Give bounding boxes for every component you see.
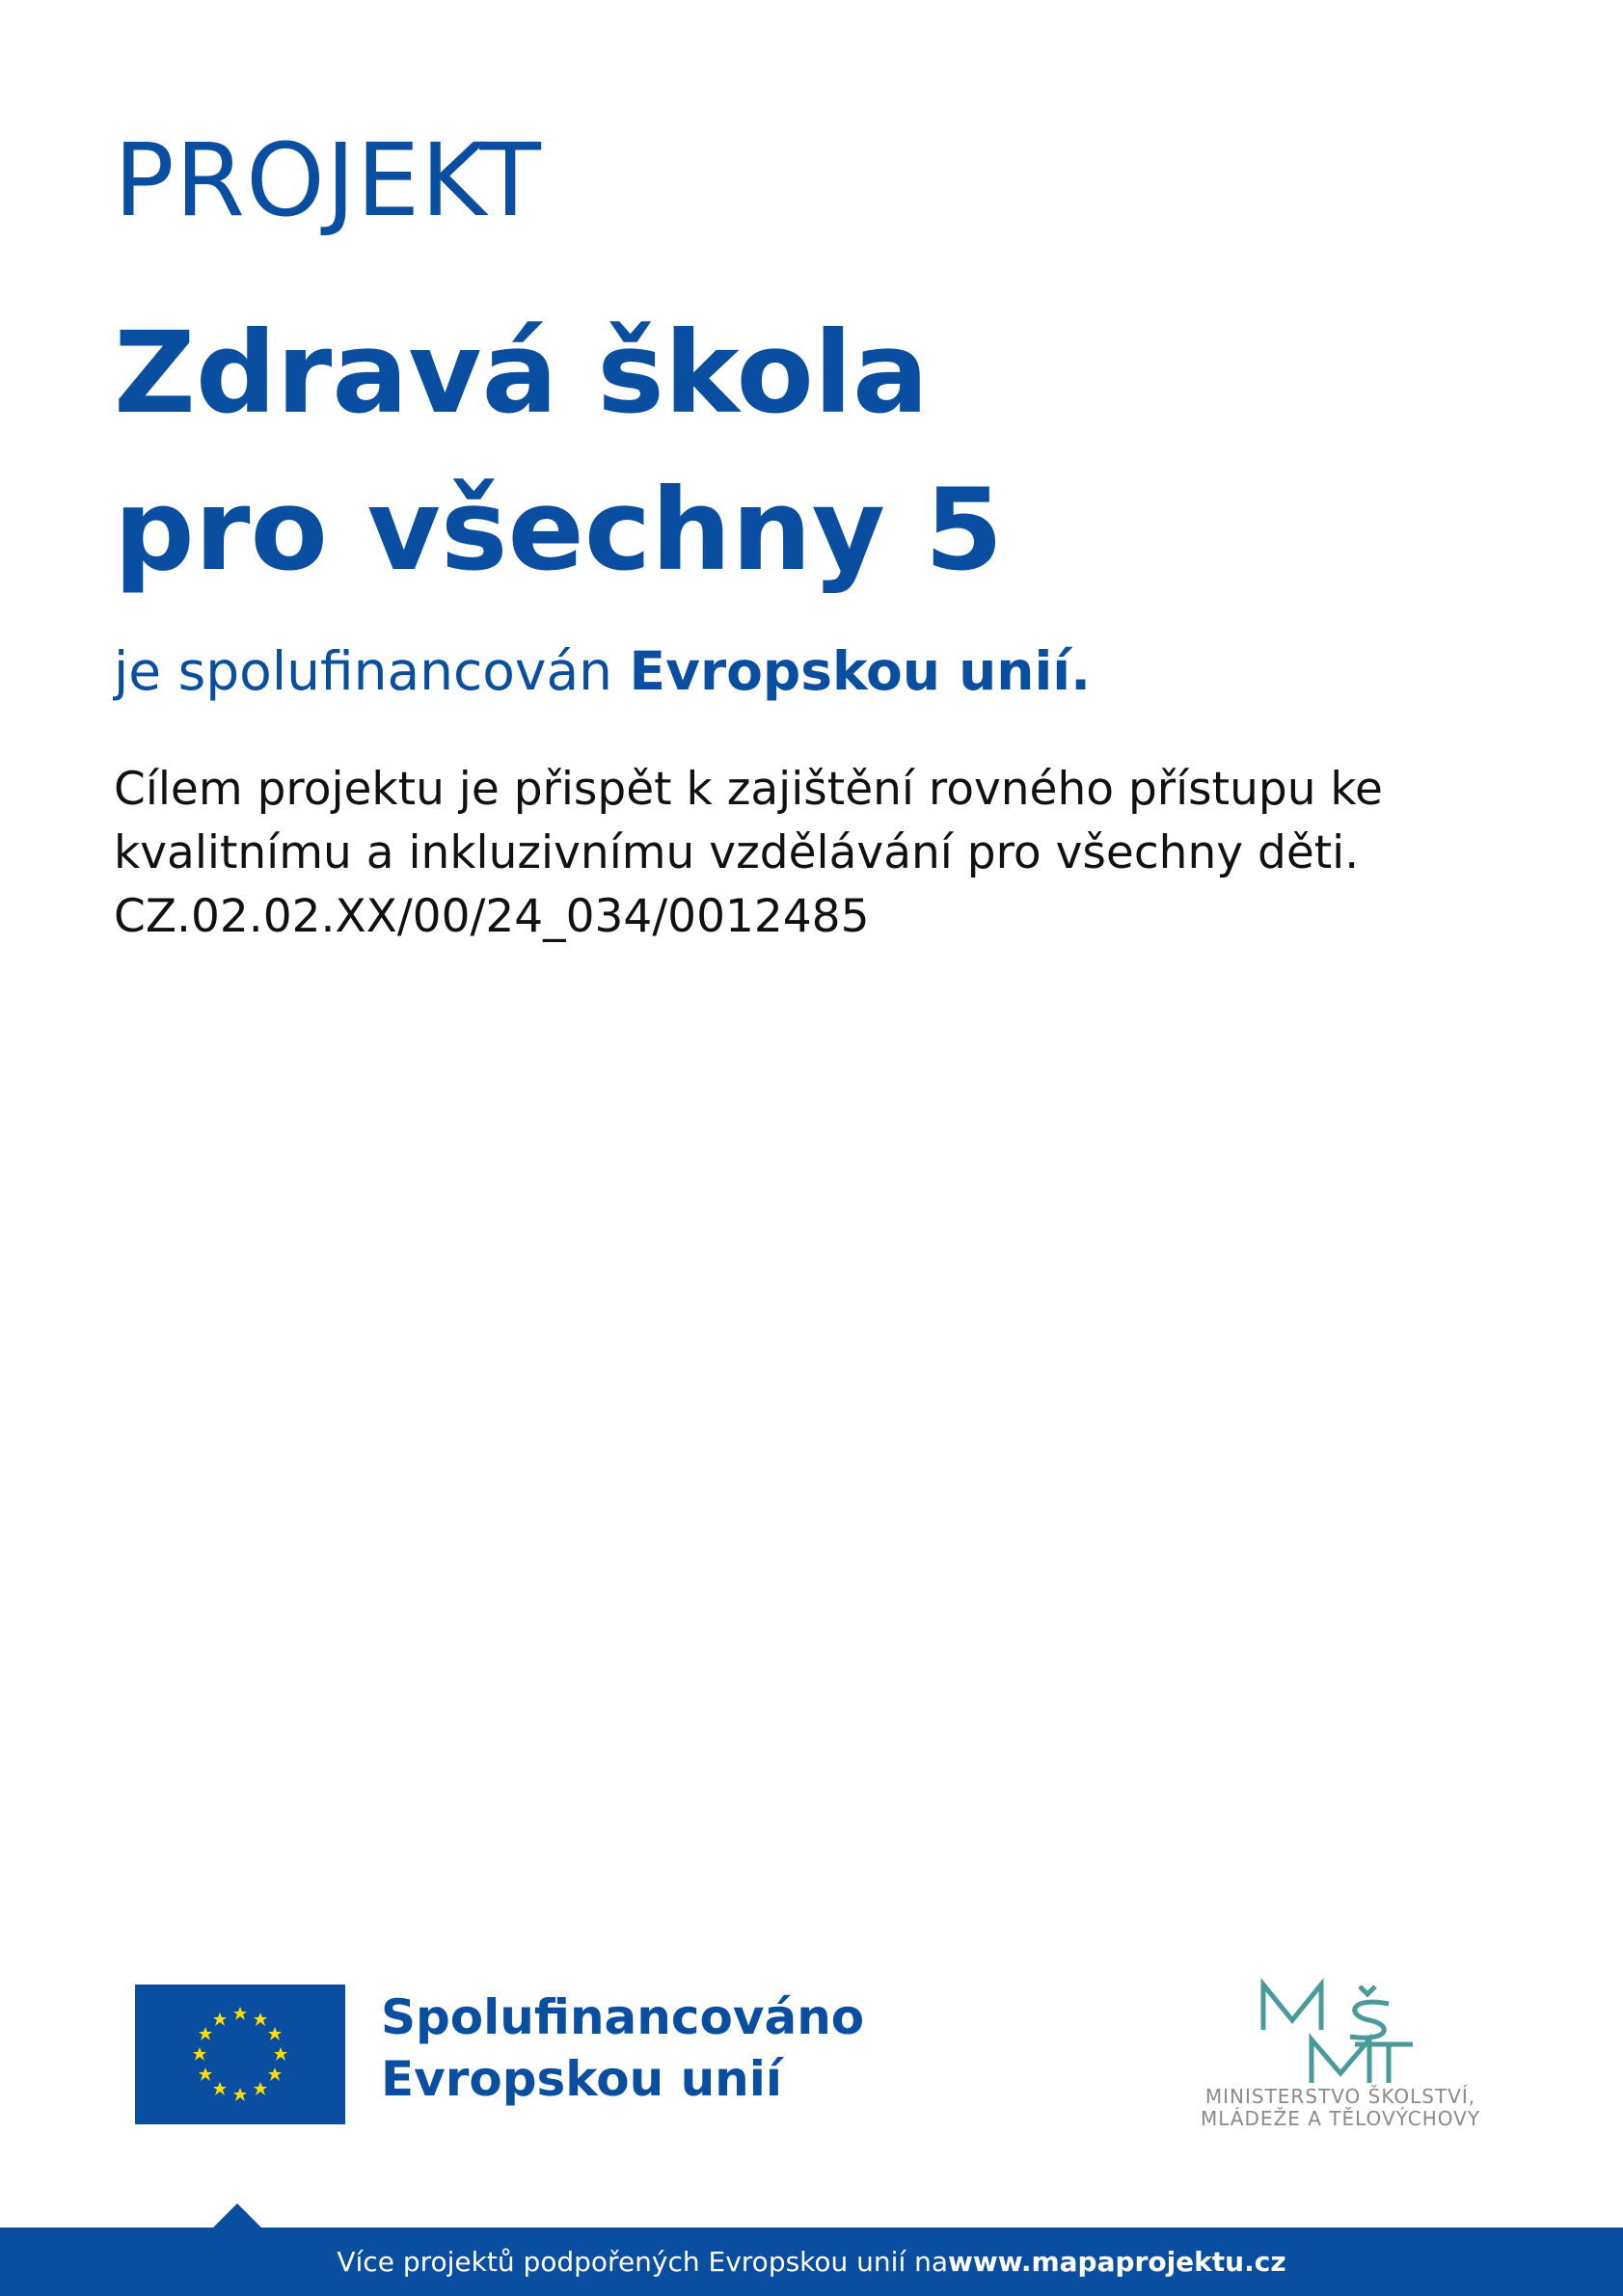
- eu-flag-icon: [135, 1985, 345, 2124]
- project-code: CZ.02.02.XX/00/24_034/0012485: [114, 890, 870, 943]
- cofinancing-emphasis: Evropskou unií.: [629, 640, 1092, 702]
- project-description: [114, 758, 1383, 949]
- msmt-logo-icon: [1254, 1977, 1427, 2088]
- footer-link[interactable]: www.mapaprojektu.cz: [948, 2246, 1286, 2278]
- description-line-1: Cílem projektu je přispět k zajištění rovného přístupu ke: [114, 763, 1383, 816]
- msmt-name: [1157, 2086, 1524, 2130]
- project-title: [114, 294, 1003, 608]
- project-title-line-2: pro všechny 5: [114, 464, 1004, 596]
- cofinancing-prefix: je spolufinancován: [114, 640, 630, 702]
- eu-cofinancing-logo-text: [381, 1986, 864, 2110]
- msmt-name-line-1: MINISTERSTVO ŠKOLSTVÍ,: [1204, 2085, 1476, 2108]
- footer-bar: [0, 2228, 1623, 2296]
- cofinancing-statement: [114, 639, 1091, 703]
- eu-logo-line-1: Spolufinancováno: [381, 1989, 865, 2045]
- project-label: PROJEKT: [114, 122, 542, 239]
- footer-text: Více projektů podpořených Evropskou unií na: [337, 2246, 949, 2278]
- project-title-line-1: Zdravá škola: [114, 307, 929, 439]
- msmt-name-line-2: MLÁDEŽE A TĚLOVÝCHOVY: [1200, 2107, 1481, 2130]
- description-line-2: kvalitnímu a inkluzivnímu vzdělávání pro všechny děti.: [114, 826, 1360, 879]
- eu-flag-stars: [135, 1985, 345, 2124]
- msmt-monogram: [1254, 1977, 1427, 2088]
- footer-notch: [210, 2201, 264, 2230]
- eu-logo-line-2: Evropskou unií: [381, 2051, 783, 2107]
